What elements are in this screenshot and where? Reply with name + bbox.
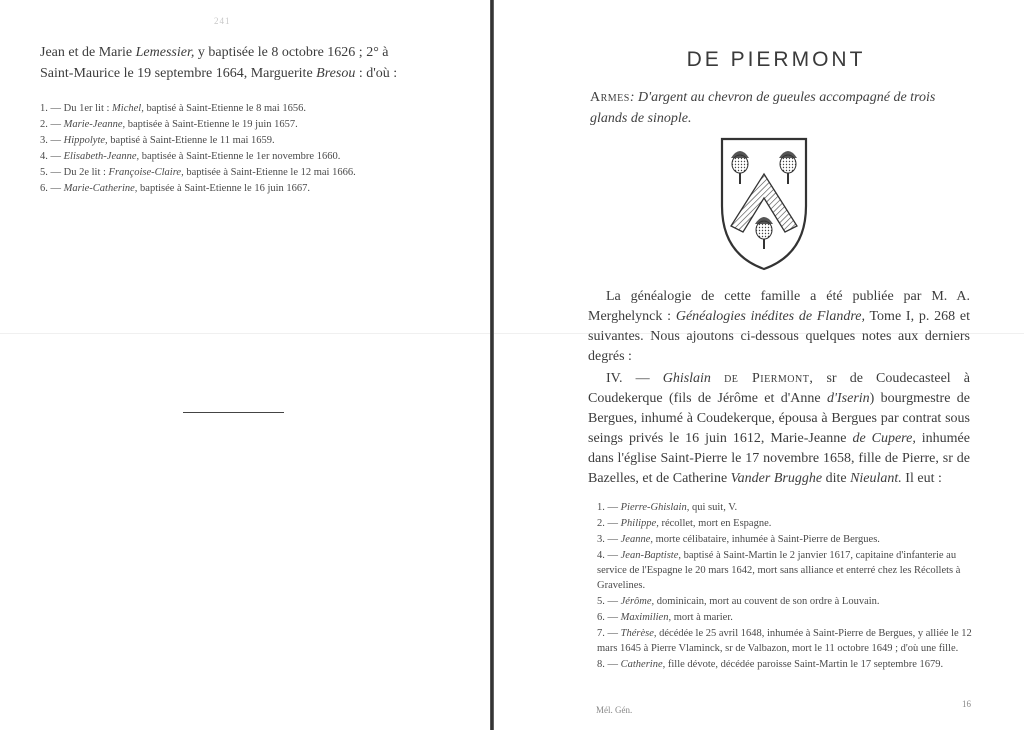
book-spine	[490, 0, 494, 730]
list-item: 2. — Marie-Jeanne, baptisée à Saint-Etienne le 19 juin 1657.	[40, 119, 298, 130]
list-item: 2. — Philippe, récollet, mort en Espagne.	[597, 518, 772, 529]
list-item: 3. — Jeanne, morte célibataire, inhumée à Saint-Pierre de Bergues.	[597, 534, 880, 545]
genealogy-paragraph: La généalogie de cette famille a été publiée par M. A. Merghelynck : Généalogies inédites de Flandre, Tome I, p. 268 et suivantes. Nous ajoutons ci-dessous quelques notes aux derniers degrés :	[588, 289, 971, 364]
list-item: 1. — Du 1er lit : Michel, baptisé à Saint-Etienne le 8 mai 1656.	[40, 103, 306, 114]
generation-iv-paragraph: IV. — Ghislain de Piermont, sr de Coudecasteel à Coudekerque (fils de Jérôme et d'Anne d'Iserin) bourgmestre de Bergues, inhumé à Coudekerque, épousa à Bergues par contrat sous seings privés le 16 juin 1612, Marie-Jeanne de Cupere, inhumée dans l'église Saint-Pierre le 17 novembre 1658, fille de Pierre, sr de Bazelles, et de Catherine Vander Brugghe dite Nieulant. Il eut :	[588, 371, 971, 486]
list-item: 5. — Du 2e lit : Françoise-Claire, baptisée à Saint-Etienne le 12 mai 1666.	[40, 167, 356, 178]
footer-journal-abbrev: Mél. Gén.	[596, 705, 633, 715]
intro-name-1: Lemessier,	[135, 45, 195, 60]
section-divider	[183, 412, 284, 413]
intro-text-1: Jean et de Marie	[40, 45, 136, 60]
list-item: 6. — Maximilien, mort à marier.	[597, 612, 733, 623]
left-page	[0, 0, 492, 730]
intro-name-2: Bresou	[316, 66, 356, 81]
left-page-number: 241	[214, 16, 231, 26]
armes-text: : D'argent au chevron de gueules accompagné de trois glands de sinople.	[590, 90, 936, 126]
list-item: 3. — Hippolyte, baptisé à Saint-Etienne le 11 mai 1659.	[40, 135, 275, 146]
right-children-list	[597, 500, 975, 673]
intro-text-2: y baptisée le 8 octobre 1626 ; 2° à Saint-Maurice le 19 septembre 1664, Marguerite	[40, 45, 389, 81]
list-item: 5. — Jérôme, dominicain, mort au couvent de son ordre à Louvain.	[597, 596, 880, 607]
list-item: 4. — Jean-Baptiste, baptisé à Saint-Martin le 2 janvier 1617, capitaine d'infanterie au service de l'Espagne le 20 mars 1642, mort sans alliance et enterré chez les Récollets à Gravelines.	[597, 550, 961, 591]
list-item: 1. — Pierre-Ghislain, qui suit, V.	[597, 502, 738, 513]
family-title: DE PIERMONT	[686, 48, 866, 71]
footer-signature-number: 16	[962, 699, 971, 709]
armes-paragraph	[590, 87, 970, 129]
intro-text-3: : d'où :	[355, 66, 398, 81]
list-item: 8. — Catherine, fille dévote, décédée paroisse Saint-Martin le 17 septembre 1679.	[597, 659, 944, 670]
left-children-list	[40, 101, 420, 197]
coat-of-arms-shield	[719, 136, 809, 272]
left-intro-paragraph	[40, 42, 418, 84]
list-item: 6. — Marie-Catherine, baptisée à Saint-Etienne le 16 juin 1667.	[40, 183, 311, 194]
list-item: 4. — Elisabeth-Jeanne, baptisée à Saint-Etienne le 1er novembre 1660.	[40, 151, 341, 162]
list-item: 7. — Thérèse, décédée le 25 avril 1648, inhumée à Saint-Pierre de Bergues, y alliée le 12 mars 1645 à Pierre Vlaminck, sr de Valbazon, mort le 11 octobre 1649 ; d'où une fille.	[597, 628, 972, 654]
armes-label: Armes	[590, 90, 630, 105]
